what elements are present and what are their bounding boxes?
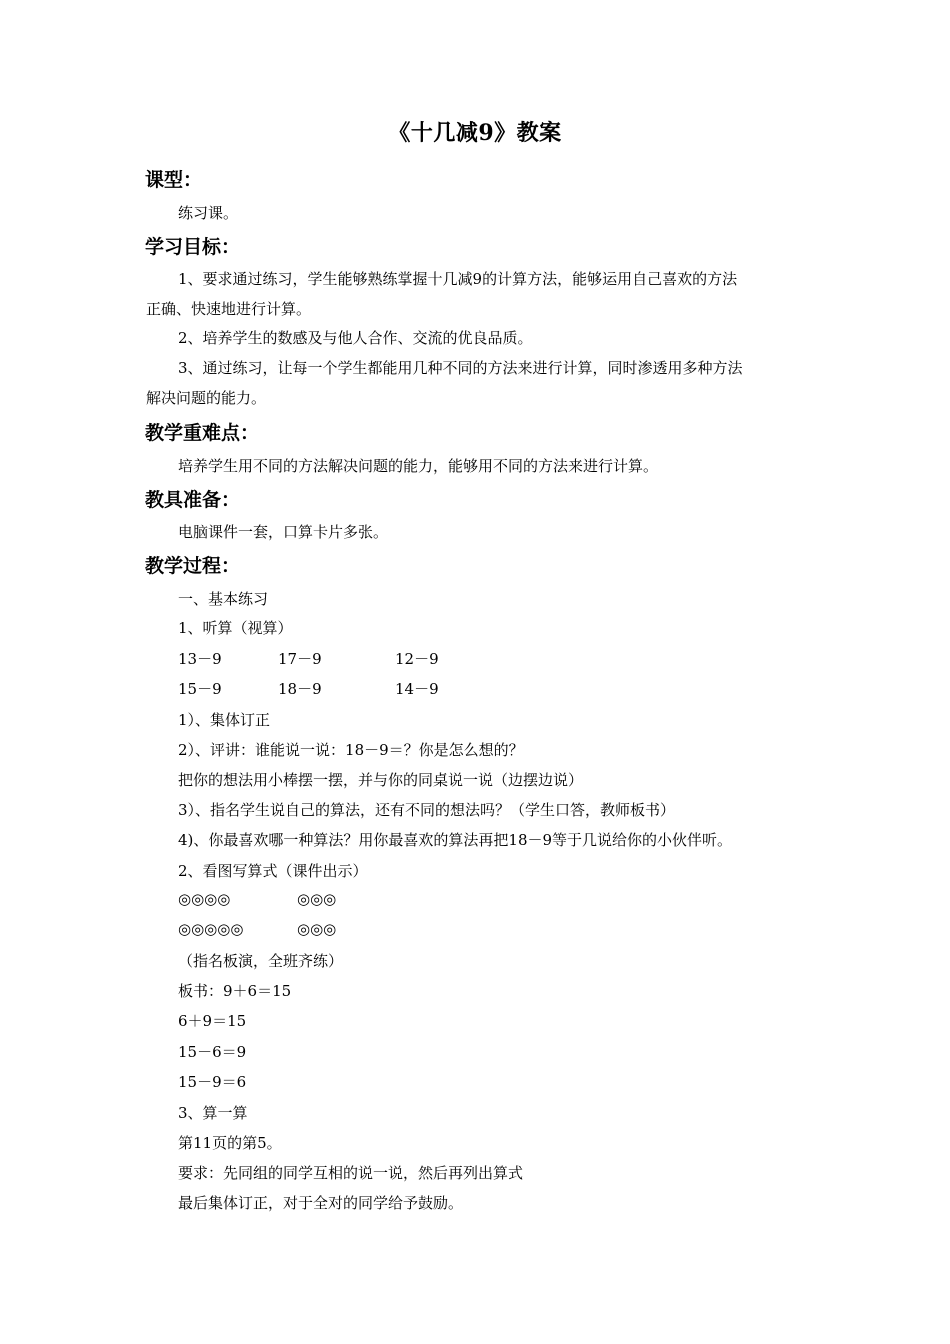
process-step-3: 3、算一算 xyxy=(178,1104,248,1122)
objective-3-line-1: 3、通过练习，让每一个学生都能用几种不同的方法来进行计算，同时渗透用多种方法 xyxy=(178,359,743,377)
lesson-type-text: 练习课。 xyxy=(178,204,239,222)
lesson-type-heading: 课型： xyxy=(145,169,203,191)
materials-text: 电脑课件一套，口算卡片多张。 xyxy=(178,523,389,541)
calc-row-2-item-3: 14－9 xyxy=(395,680,439,698)
process-sub-3: 3）、指名学生说自己的算法，还有不同的想法吗？（学生口答，教师板书） xyxy=(178,801,676,819)
process-step-1: 1、听算（视算） xyxy=(178,619,293,637)
final-text: 最后集体订正，对于全对的同学给予鼓励。 xyxy=(178,1194,464,1212)
circles-row-2-left: ◎◎◎◎◎ xyxy=(178,920,244,938)
circles-row-2-right: ◎◎◎ xyxy=(297,920,337,938)
process-sub-2: 2）、评讲：谁能说一说：18－9＝？你是怎么想的？ xyxy=(178,741,524,759)
key-points-text: 培养学生用不同的方法解决问题的能力，能够用不同的方法来进行计算。 xyxy=(178,457,659,475)
document-title: 《十几减9》教案 xyxy=(388,120,562,146)
calc-row-1-item-2: 17－9 xyxy=(278,650,322,668)
objective-3-line-2: 解决问题的能力。 xyxy=(146,389,267,407)
objective-1-line-2: 正确、快速地进行计算。 xyxy=(146,300,312,318)
process-sub-1: 1）、集体订正 xyxy=(178,711,271,729)
process-step-2: 2、看图写算式（课件出示） xyxy=(178,862,368,880)
process-sub-2b: 把你的想法用小棒摆一摆，并与你的同桌说一说（边摆边说） xyxy=(178,771,584,789)
process-note: （指名板演，全班齐练） xyxy=(178,952,344,970)
calc-row-2-item-1: 15－9 xyxy=(178,680,222,698)
calc-row-1-item-1: 13－9 xyxy=(178,650,222,668)
board-line-3: 15－6＝9 xyxy=(178,1043,247,1061)
page-reference: 第11页的第5。 xyxy=(178,1134,282,1152)
objectives-heading: 学习目标： xyxy=(145,236,241,258)
key-points-heading: 教学重难点： xyxy=(145,422,260,444)
calc-row-2-item-2: 18－9 xyxy=(278,680,322,698)
objective-2: 2、培养学生的数感及与他人合作、交流的优良品质。 xyxy=(178,329,533,347)
process-sub-4: 4)、你最喜欢哪一种算法？用你最喜欢的算法再把18－9等于几说给你的小伙伴听。 xyxy=(178,831,733,849)
objective-1-line-1: 1、要求通过练习，学生能够熟练掌握十几减9的计算方法，能够运用自己喜欢的方法 xyxy=(178,270,738,288)
circles-row-1-right: ◎◎◎ xyxy=(297,890,337,908)
board-line-4: 15－9＝6 xyxy=(178,1073,247,1091)
board-line-2: 6＋9＝15 xyxy=(178,1012,247,1030)
materials-heading: 教具准备： xyxy=(145,489,241,511)
process-heading: 教学过程： xyxy=(145,555,241,577)
circles-row-1-left: ◎◎◎◎ xyxy=(178,890,231,908)
requirement-text: 要求：先同组的同学互相的说一说，然后再列出算式 xyxy=(178,1164,524,1182)
calc-row-1-item-3: 12－9 xyxy=(395,650,439,668)
process-part-1: 一、基本练习 xyxy=(178,590,269,608)
board-line-1: 板书：9＋6＝15 xyxy=(178,982,292,1000)
